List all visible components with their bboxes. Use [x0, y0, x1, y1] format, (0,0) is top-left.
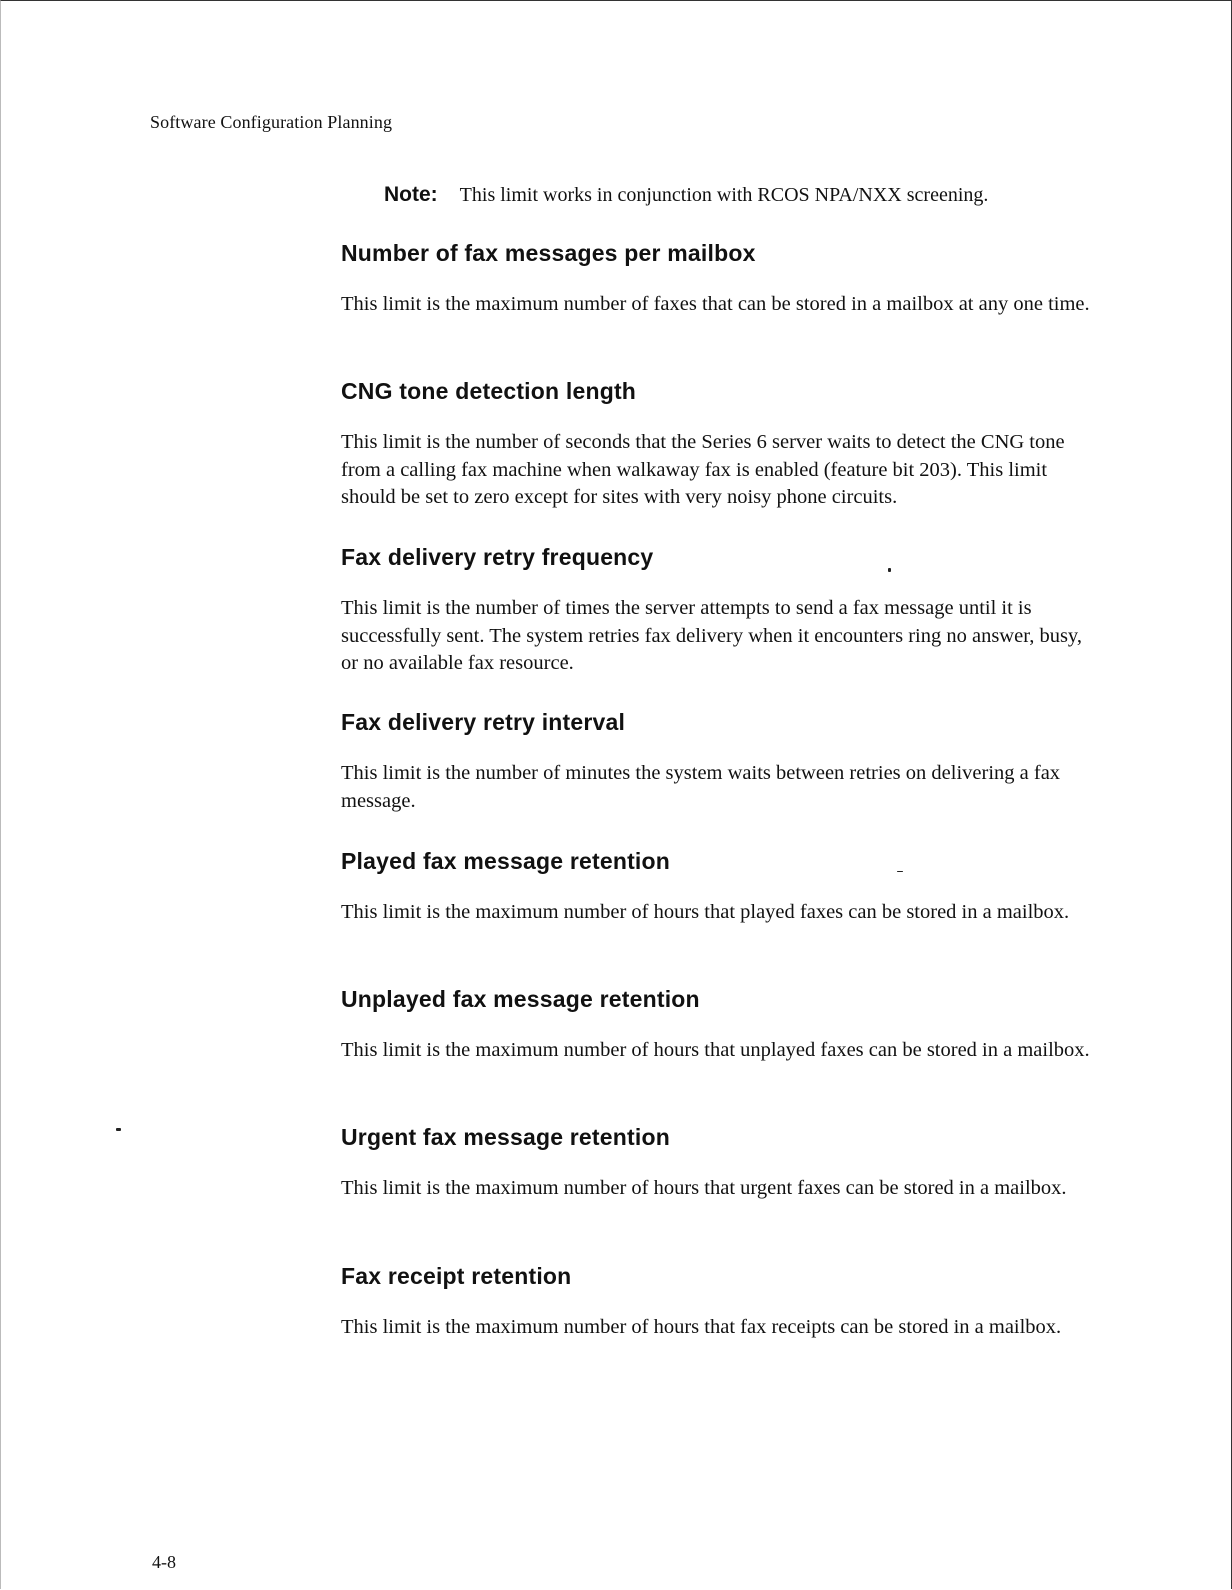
section-body: This limit is the maximum number of hours that unplayed faxes can be stored in a mailbox.: [341, 1039, 1090, 1061]
section-heading: CNG tone detection length: [341, 378, 637, 404]
section-body: This limit is the maximum number of faxes that can be stored in a mailbox at any one time.: [341, 293, 1090, 315]
section-heading: Unplayed fax message retention: [341, 986, 700, 1012]
section-heading: Fax delivery retry frequency: [341, 544, 654, 570]
scan-speck: [897, 871, 903, 872]
scan-speck: [116, 1128, 121, 1131]
section-body: This limit is the maximum number of hours that fax receipts can be stored in a mailbox.: [341, 1316, 1062, 1338]
section-body: This limit is the maximum number of hours that urgent faxes can be stored in a mailbox.: [341, 1177, 1067, 1199]
section-body: This limit is the maximum number of hours that played faxes can be stored in a mailbox.: [341, 901, 1070, 923]
running-header: Software Configuration Planning: [150, 112, 393, 132]
section-fax-receipt-retention: [341, 1263, 1101, 1342]
section-fax-delivery-retry-frequency: [341, 544, 1101, 678]
note: [384, 183, 988, 207]
scan-speck: [888, 568, 891, 572]
section-cng-tone-detection-length: [341, 378, 1101, 512]
note-text: This limit works in conjunction with RCOS NPA/NXX screening.: [459, 184, 989, 206]
section-urgent-fax-message-retention: [341, 1124, 1101, 1203]
section-fax-messages-per-mailbox: [341, 240, 1101, 319]
section-heading: Fax receipt retention: [341, 1263, 572, 1289]
section-heading: Fax delivery retry interval: [341, 709, 626, 735]
section-body: This limit is the number of times the server attempts to send a fax message until it is successfully sent. The system retries fax delivery when it encounters ring no answer, busy, or no available fax resource.: [341, 597, 1082, 674]
section-played-fax-message-retention: [341, 848, 1101, 927]
section-fax-delivery-retry-interval: [341, 709, 1101, 815]
section-heading: Played fax message retention: [341, 848, 671, 874]
note-label: Note:: [384, 183, 438, 206]
section-body: This limit is the number of seconds that the Series 6 server waits to detect the CNG tone from a calling fax machine when walkaway fax is enabled (feature bit 203). This limit should be set to zero except for sites with very noisy phone circuits.: [341, 431, 1065, 508]
section-heading: Number of fax messages per mailbox: [341, 240, 756, 266]
section-heading: Urgent fax message retention: [341, 1124, 670, 1150]
section-unplayed-fax-message-retention: [341, 986, 1101, 1065]
page-number: 4-8: [152, 1552, 176, 1572]
section-body: This limit is the number of minutes the system waits between retries on delivering a fax message.: [341, 762, 1061, 812]
